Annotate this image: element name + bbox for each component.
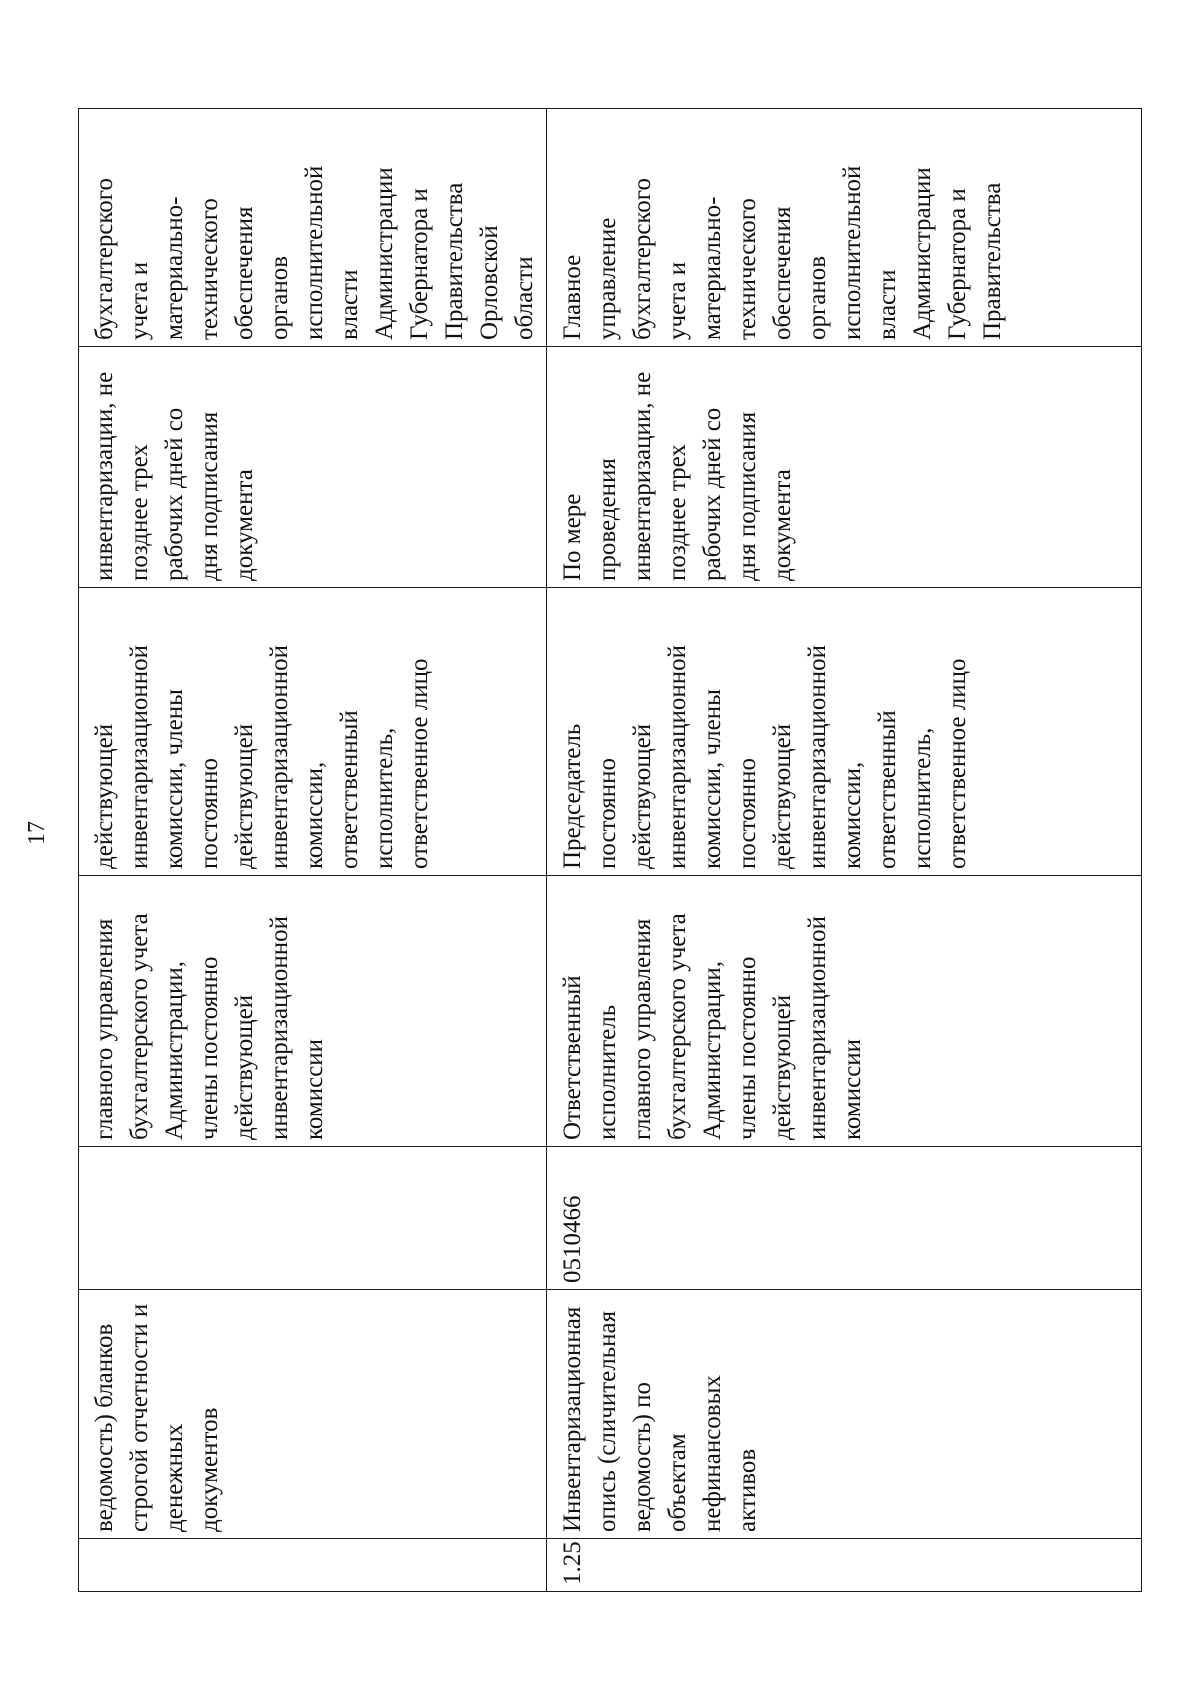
row-number-cell bbox=[79, 1539, 547, 1592]
executor-cell: Ответственный исполнитель главного управления бухгалтерского учета Администрации, члены постоянно действующей инвентаризационной комиссии bbox=[547, 876, 1142, 1147]
signers-cell: Председатель постоянно действующей инвентаризационной комиссии, члены постоянно действующей инвентаризационной комиссии, ответственный исполнитель, ответственное лицо bbox=[547, 588, 1142, 876]
document-name-cell: Инвентаризационная опись (сличительная ведомость) по объектам нефинансовых активов bbox=[547, 1290, 1142, 1539]
form-code-cell bbox=[79, 1147, 547, 1290]
signers-cell: действующей инвентаризационной комиссии, члены постоянно действующей инвентаризационной комиссии, ответственный исполнитель, ответственное лицо bbox=[79, 588, 547, 876]
page-number: 17 bbox=[24, 821, 50, 845]
term-cell: По мере проведения инвентаризации, не позднее трех рабочих дней со дня подписания документа bbox=[547, 347, 1142, 588]
executor-cell: главного управления бухгалтерского учета Администрации, члены постоянно действующей инвентаризационной комиссии bbox=[79, 876, 547, 1147]
row-number-cell: 1.25 bbox=[547, 1539, 1142, 1592]
document-name-cell: ведомость) бланков строгой отчетности и денежных документов bbox=[79, 1290, 547, 1539]
rotated-table-inner bbox=[78, 108, 1136, 1592]
table-row bbox=[547, 109, 1142, 1592]
form-code-cell: 0510466 bbox=[547, 1147, 1142, 1290]
department-cell: бухгалтерского учета и материально- технического обеспечения органов исполнительной власти Администрации Губернатора и Правительства Орловской области bbox=[79, 109, 547, 347]
table-row bbox=[79, 109, 547, 1592]
rotated-table-container bbox=[78, 108, 1136, 1592]
term-cell: инвентаризации, не позднее трех рабочих дней со дня подписания документа bbox=[79, 347, 547, 588]
document-table bbox=[78, 108, 1142, 1592]
department-cell: Главное управление бухгалтерского учета и материально- технического обеспечения органов исполнительной власти Администрации Губернатора и Правительства bbox=[547, 109, 1142, 347]
